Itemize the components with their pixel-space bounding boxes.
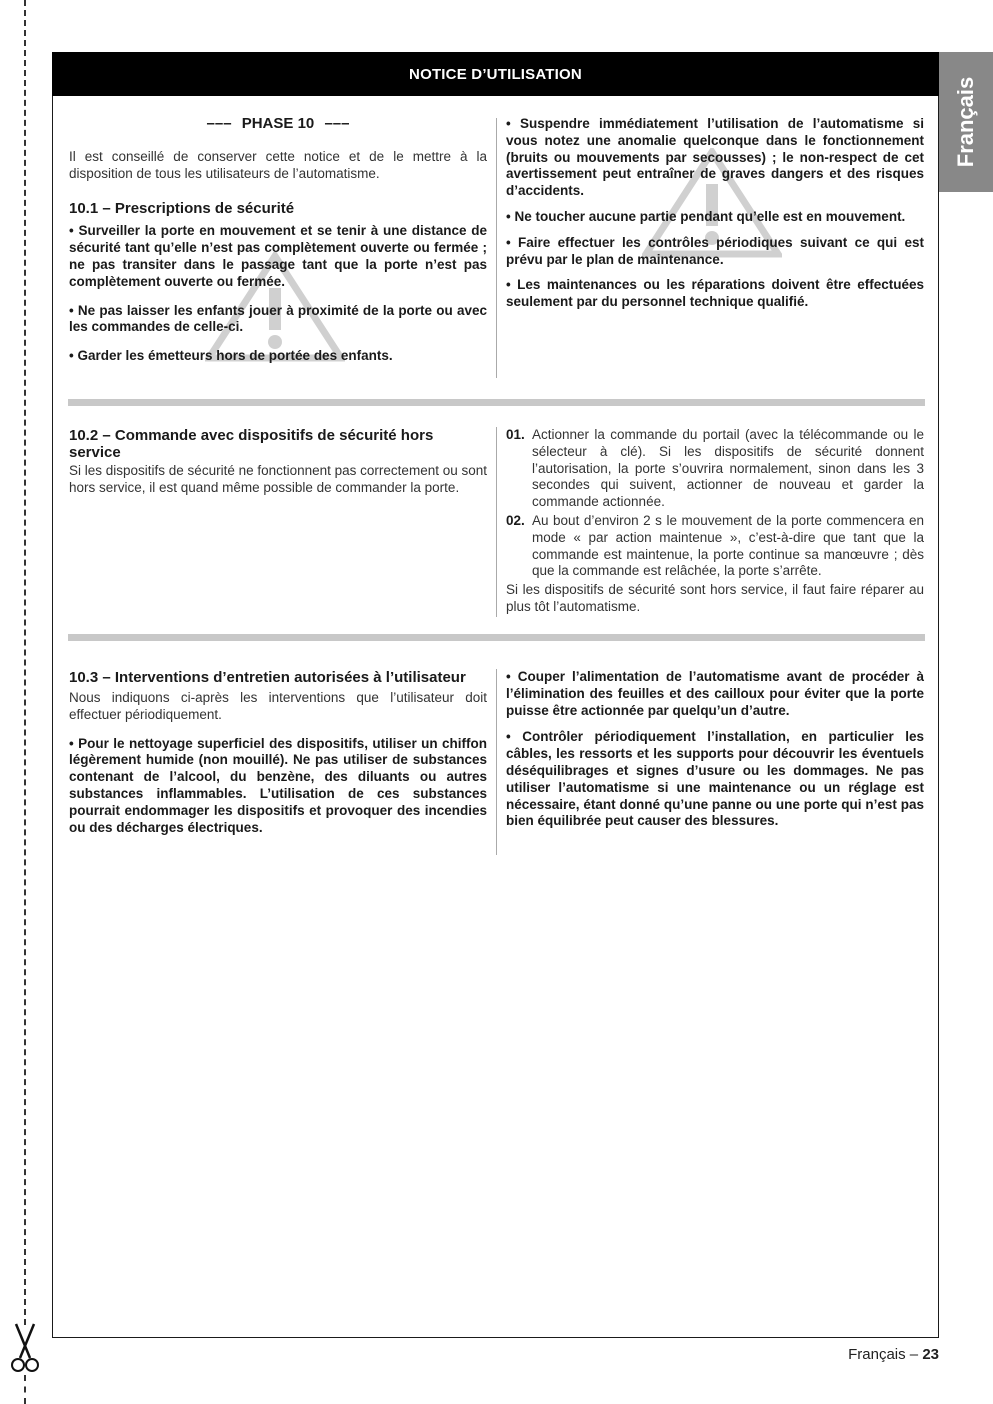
scissors-icon (8, 1322, 42, 1376)
section-10-2-right (506, 427, 924, 626)
section-body: Nous indiquons ci-après les interventions que l’utilisateur doit effectuer périodiquement. (69, 690, 487, 722)
header-bar (52, 52, 939, 96)
safety-item: • Garder les émetteurs hors de portée des enfants. (69, 348, 393, 364)
phase-dash-left: ––– (206, 115, 232, 132)
section-title-10-2: 10.2 – Commande avec dispositifs de sécurité hors service (69, 427, 434, 461)
section-10-1-left (69, 116, 487, 375)
step-item (506, 513, 924, 580)
phase-label: PHASE 10 (241, 115, 315, 132)
header-title: NOTICE D’UTILISATION (409, 65, 582, 83)
maintenance-item: • Contrôler périodiquement l’installation, en particulier les câbles, les ressorts et les supports pour découvrir les éventuels déséquilibrages et signes d’usure ou les dommages. Ne pas utiliser l’automatisme si une maintenance ou un réglage est nécessaire, étant donné qu’une panne ou une porte qui n’est pas bien équilibrée peut causer des blessures. (506, 729, 924, 829)
language-tab (939, 52, 993, 192)
phase-title (69, 116, 487, 133)
section-10-3-right (506, 669, 924, 840)
section-divider (68, 399, 925, 406)
step-number: 02. (506, 512, 525, 528)
cut-line-bottom (24, 1375, 26, 1404)
section-number: 10.3 – (69, 669, 115, 686)
safety-item: • Suspendre immédiatement l’utilisation de l’automatisme si vous notez une anomalie quelconque dans le fonctionnement (bruits ou mouvements par secousses) ; le non-respect de cet avertissement peut entraîner de graves dangers et des risques d’accidents. (506, 116, 924, 199)
maintenance-item: • Couper l’alimentation de l’automatisme avant de procéder à l’élimination des feuilles et des cailloux pour éviter que la porte puisse être actionnée par quelqu’un d’autre. (506, 669, 924, 718)
safety-item: • Surveiller la porte en mouvement et se tenir à une distance de sécurité tant qu’elle n’est pas complètement ouverte ou fermée ; ne pas transiter dans le passage tant que la porte n’est pas complètement ouverte ou fermée. (69, 223, 487, 289)
section-10-2-left (69, 427, 487, 507)
safety-item: • Les maintenances ou les réparations doivent être effectuées seulement par du personnel technique qualifié. (506, 277, 924, 310)
cut-line (24, 0, 26, 1325)
section-body: Si les dispositifs de sécurité ne fonctionnent pas correctement ou sont hors service, il est quand même possible de commander la porte. (69, 463, 487, 495)
section-title-10-1: 10.1 – Prescriptions de sécurité (69, 200, 295, 218)
page-number: 23 (922, 1346, 939, 1363)
section-divider (68, 634, 925, 641)
safety-item: • Ne pas laisser les enfants jouer à proximité de la porte ou avec les commandes de celle-ci. (69, 302, 487, 335)
column-divider (496, 427, 497, 617)
section-title-text: Interventions d’entretien autorisées à l’utilisateur (114, 669, 466, 686)
section-10-3-left (69, 669, 487, 846)
section-10-1-right (506, 116, 924, 321)
section-title-10-3 (69, 669, 487, 686)
step-text: Au bout d’environ 2 s le mouvement de la porte commencera en mode « par action maintenue », c’est-à-dire que tant que la commande est maintenue, la porte continue sa manœuvre ; dès que la commande est relâchée, la porte s’arrête. (532, 512, 924, 579)
column-divider (496, 669, 497, 855)
page-footer (848, 1346, 939, 1363)
footer-language: Français – (848, 1346, 923, 1363)
maintenance-item: • Pour le nettoyage superficiel des dispositifs, utiliser un chiffon légèrement humide (non mouillé). Ne pas utiliser de substances contenant de l’alcool, du benzène, des diluants ou autres substances inflammables. L’utilisation de ces substances pourrait endommager les dispositifs et provoquer des incendies ou des décharges électriques. (69, 735, 487, 835)
language-tab-label: Français (953, 76, 978, 168)
step-number: 01. (506, 427, 525, 442)
intro-text: Il est conseillé de conserver cette notice et de le mettre à la disposition de tous les utilisateurs de l’automatisme. (69, 148, 487, 181)
step-text: Actionner la commande du portail (avec la télécommande ou le sélecteur à clé). Si les dispositifs de sécurité donnent l’autorisation, la porte s’ouvrira normalement, sinon dans les 3 secondes qui suivent, actionner de nouveau et garder la commande actionnée. (532, 427, 924, 510)
section-note: Si les dispositifs de sécurité sont hors service, il faut faire réparer au plus tôt l’automatisme. (506, 582, 924, 614)
safety-item: • Ne toucher aucune partie pendant qu’elle est en mouvement. (506, 208, 906, 224)
phase-dash-right: ––– (324, 115, 350, 132)
column-divider (496, 118, 497, 378)
step-item (506, 427, 924, 511)
safety-item: • Faire effectuer les contrôles périodiques suivant ce qui est prévu par le plan de maintenance. (506, 234, 924, 267)
